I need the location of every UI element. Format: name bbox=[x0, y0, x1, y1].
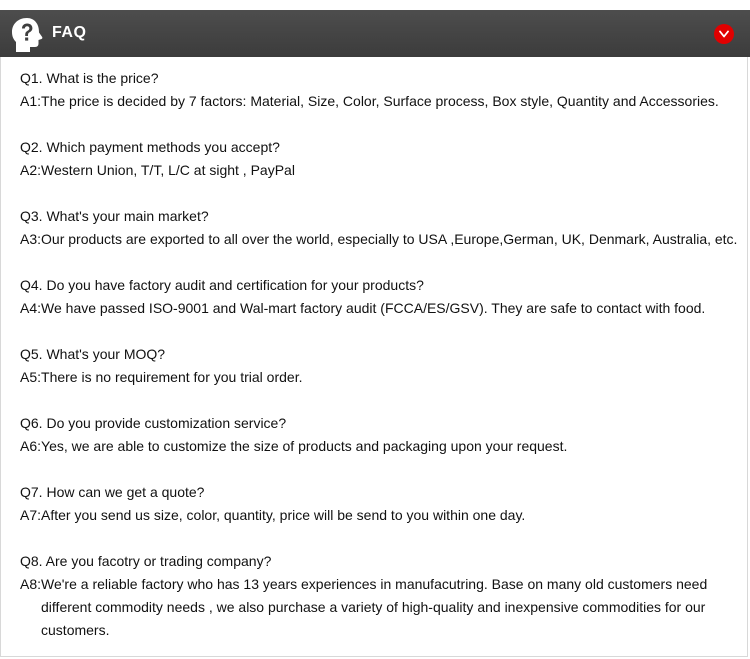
faq-question: Q1. What is the price? bbox=[20, 70, 159, 86]
faq-item bbox=[20, 205, 740, 274]
faq-answer-text: Western Union, T/T, L/C at sight , PayPal bbox=[41, 162, 295, 178]
faq-answer-label: A5: bbox=[20, 369, 42, 385]
faq-answer bbox=[20, 159, 740, 182]
faq-answer bbox=[20, 573, 740, 642]
faq-title: FAQ bbox=[52, 24, 87, 41]
faq-answer-text: Yes, we are able to customize the size of products and packaging upon your request. bbox=[41, 438, 568, 454]
faq-question: Q6. Do you provide customization service? bbox=[20, 415, 287, 431]
faq-answer-label: A1: bbox=[20, 93, 42, 109]
faq-item bbox=[20, 550, 740, 638]
faq-item bbox=[20, 67, 740, 136]
faq-answer bbox=[20, 228, 740, 251]
faq-answer bbox=[20, 90, 740, 113]
faq-question: Q8. Are you facotry or trading company? bbox=[20, 553, 272, 569]
faq-answer-label: A2: bbox=[20, 162, 42, 178]
faq-answer bbox=[20, 297, 740, 320]
faq-answer-text: We're a reliable factory who has 13 years experiences in manufacutring. Base on many old customers need different commodity needs , we also purchase a variety of high-quality and inexpensive commodities for our customers. bbox=[41, 576, 708, 638]
faq-answer bbox=[20, 504, 740, 527]
faq-answer bbox=[20, 366, 740, 389]
faq-answer-label: A7: bbox=[20, 507, 42, 523]
collapse-toggle-button[interactable] bbox=[714, 24, 734, 44]
faq-answer-text: We have passed ISO-9001 and Wal-mart factory audit (FCCA/ES/GSV). They are safe to contact with food. bbox=[41, 300, 706, 316]
chevron-down-icon bbox=[719, 30, 729, 38]
faq-item bbox=[20, 136, 740, 205]
faq-question: Q7. How can we get a quote? bbox=[20, 484, 205, 500]
faq-question: Q2. Which payment methods you accept? bbox=[20, 139, 280, 155]
head-question-icon bbox=[9, 16, 45, 54]
faq-item bbox=[20, 274, 740, 343]
faq-answer-label: A6: bbox=[20, 438, 42, 454]
faq-item bbox=[20, 343, 740, 412]
faq-list bbox=[20, 67, 740, 638]
faq-answer-label: A3: bbox=[20, 231, 42, 247]
faq-answer-text: Our products are exported to all over the world, especially to USA ,Europe,German, UK, Denmark, Australia, etc. bbox=[41, 231, 738, 247]
faq-item bbox=[20, 481, 740, 550]
faq-answer-label: A8: bbox=[20, 576, 42, 592]
faq-answer-label: A4: bbox=[20, 300, 42, 316]
faq-header bbox=[0, 10, 750, 57]
faq-answer-text: The price is decided by 7 factors: Material, Size, Color, Surface process, Box style, Quantity and Accessories. bbox=[41, 93, 719, 109]
faq-answer-text: There is no requirement for you trial order. bbox=[41, 369, 303, 385]
faq-question: Q3. What's your main market? bbox=[20, 208, 209, 224]
faq-question: Q5. What's your MOQ? bbox=[20, 346, 166, 362]
faq-answer-text: After you send us size, color, quantity, price will be send to you within one day. bbox=[41, 507, 526, 523]
faq-question: Q4. Do you have factory audit and certification for your products? bbox=[20, 277, 424, 293]
faq-answer bbox=[20, 435, 740, 458]
faq-item bbox=[20, 412, 740, 481]
